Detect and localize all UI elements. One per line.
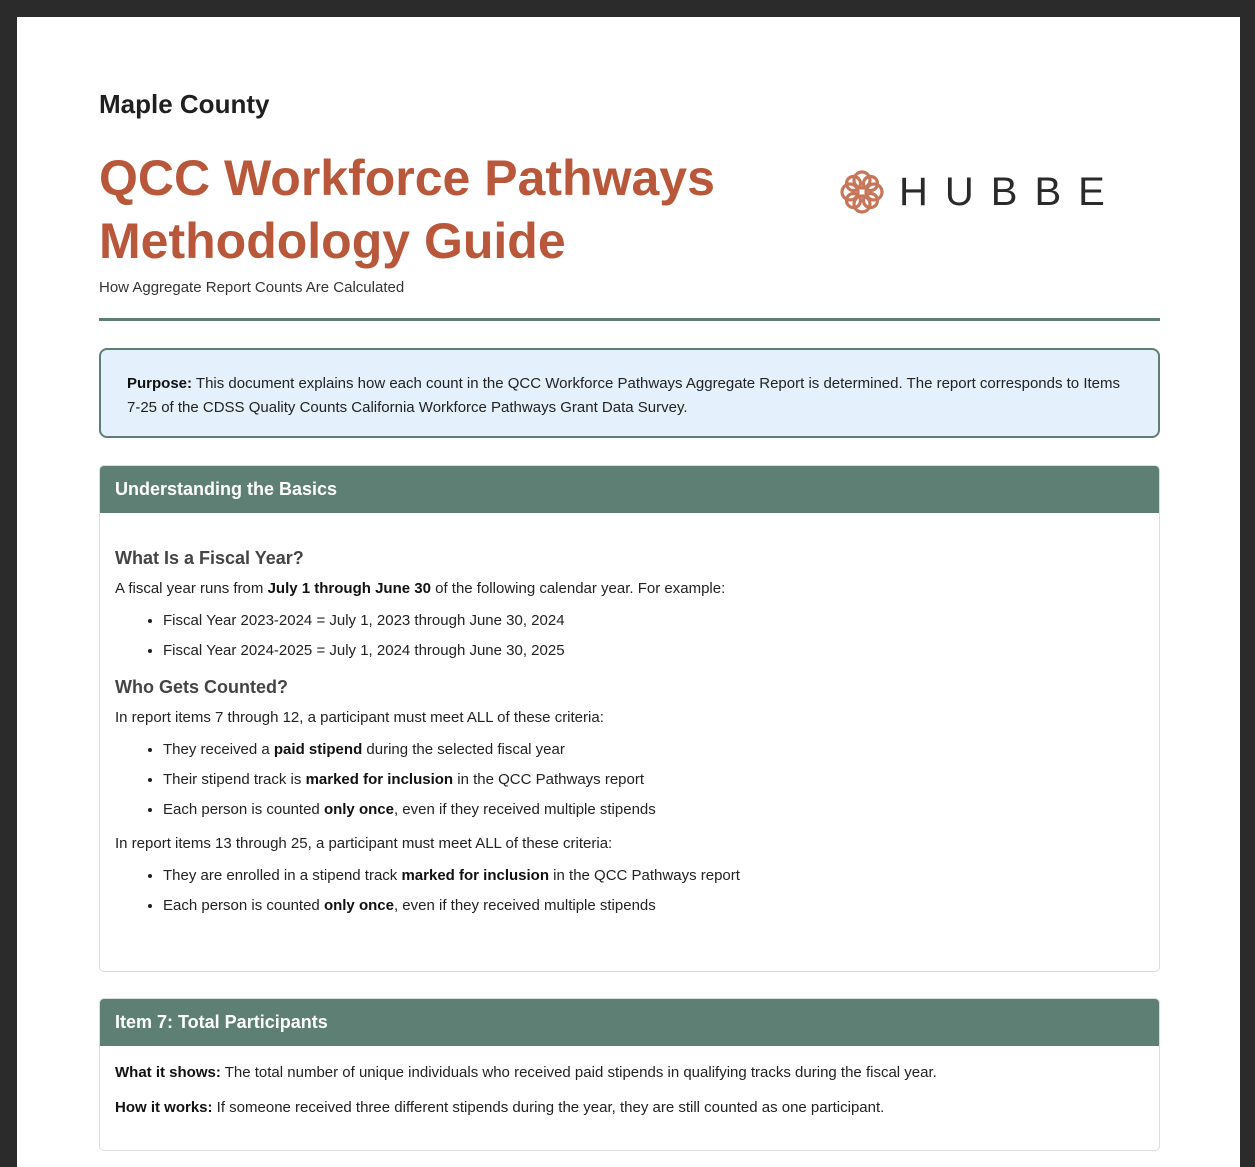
item-text: Each person is counted [163,897,324,914]
item-text: , even if they received multiple stipends [393,801,656,818]
item7-shows [115,1064,1144,1081]
fiscal-intro-pre: A fiscal year runs from [115,580,268,597]
criteria-list-1 [115,735,1144,825]
fiscal-year-list [115,606,1144,666]
item-text: Each person is counted [163,801,324,818]
item-text: , even if they received multiple stipends [393,897,656,914]
flower-knot-icon [837,167,887,217]
list-item: • Fiscal Year 2024-2025 = July 1, 2024 through June 30, 2025 [163,636,1144,666]
page-subtitle: How Aggregate Report Counts Are Calculated [99,279,405,296]
fiscal-year-heading: What Is a Fiscal Year? [115,548,304,568]
page-title: QCC Workforce Pathways Methodology Guide [99,150,715,269]
purpose-label: Purpose: [127,375,193,392]
item-text: in the QCC Pathways report [453,771,645,788]
item-text: in the QCC Pathways report [549,867,740,884]
item-bold: marked for inclusion [401,867,550,884]
criteria-intro-1: In report items 7 through 12, a participant must meet ALL of these criteria: [115,709,604,726]
hubbe-logo [837,167,1122,217]
header-divider [99,318,1160,321]
item7-heading: Item 7: Total Participants [100,999,1159,1046]
item-text: They received a [163,741,274,758]
list-item [163,735,1144,765]
fiscal-intro-post: of the following calendar year. For example: [430,580,726,597]
item-bold: only once [323,897,394,914]
item7-works [115,1099,1144,1116]
list-item [163,765,1144,795]
criteria-intro-2: In report items 13 through 25, a participant must meet ALL of these criteria: [115,835,613,852]
item-bold: marked for inclusion [305,771,454,788]
logo-wordmark: HUBBE [899,169,1122,214]
item-text: Their stipend track is [163,771,306,788]
shows-text: The total number of unique individuals who received paid stipends in qualifying tracks during the fiscal year. [220,1064,937,1081]
item-text: They are enrolled in a stipend track [163,867,402,884]
list-item [163,891,1144,921]
basics-heading: Understanding the Basics [100,466,1159,513]
fiscal-intro-bold: July 1 through June 30 [267,580,431,597]
list-item [163,861,1144,891]
basics-body [100,548,1159,921]
item7-card [99,998,1160,1151]
item-bold: only once [323,801,394,818]
item-bold: paid stipend [273,741,363,758]
purpose-box [99,348,1160,438]
purpose-text: This document explains how each count in the QCC Workforce Pathways Aggregate Report is determined. The report corresponds to Items 7-25 of the CDSS Quality Counts California Workforce Pathways Grant Data Survey. [127,375,1120,416]
criteria-list-2 [115,861,1144,921]
shows-label: What it shows: [115,1064,221,1081]
works-text: If someone received three different stipends during the year, they are still counted as one participant. [212,1099,885,1116]
item-text: during the selected fiscal year [362,741,565,758]
list-item: • Fiscal Year 2023-2024 = July 1, 2023 through June 30, 2024 [163,606,1144,636]
who-counted-heading: Who Gets Counted? [115,677,288,697]
basics-card [99,465,1160,972]
list-item [163,795,1144,825]
works-label: How it works: [115,1099,213,1116]
item7-body [100,1064,1159,1116]
document-page [17,17,1240,1167]
county-name: Maple County [99,89,270,119]
fiscal-year-intro [115,580,1144,597]
